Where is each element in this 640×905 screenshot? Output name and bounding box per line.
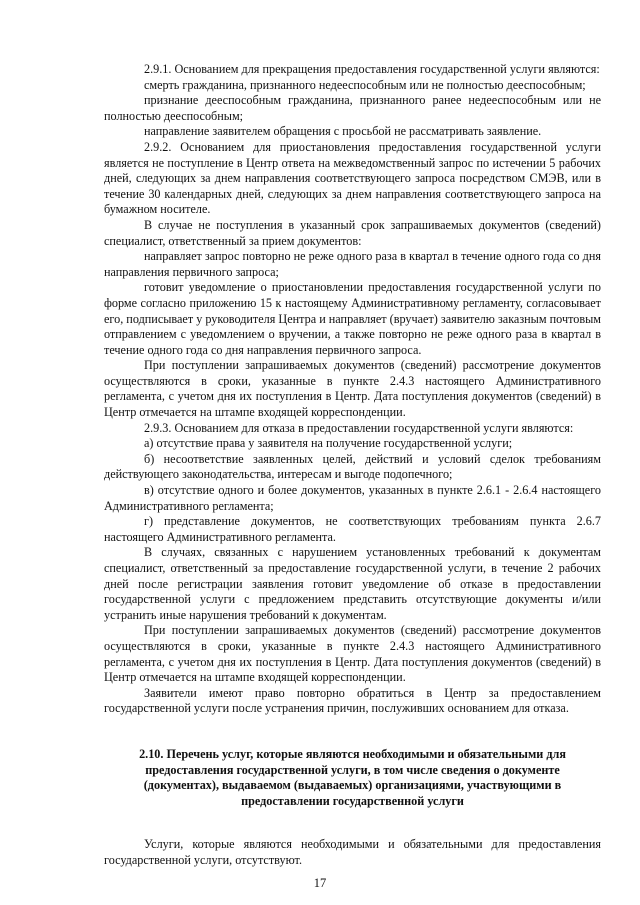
- document-page: [104, 62, 601, 869]
- paragraph-refusal-b: б) несоответствие заявленных целей, действий и условий сделок требованиям действующего законодательства, интересам и выгоде подопечного;: [104, 451, 601, 482]
- paragraph-recognition: признание дееспособным гражданина, признанного ранее недееспособным или не полностью дееспособным;: [104, 93, 601, 123]
- paragraph-refusal-a: а) отсутствие права у заявителя на получение государственной услуги;: [144, 436, 513, 451]
- paragraph-no-response: В случае не поступления в указанный срок запрашиваемых документов (сведений) специалист, ответственный за прием документов:: [104, 217, 601, 248]
- paragraph-2-9-1: 2.9.1. Основанием для прекращения предоставления государственной услуги являются:: [144, 62, 600, 76]
- paragraph-withdrawal: направление заявителем обращения с просьбой не рассматривать заявление.: [144, 124, 542, 139]
- paragraph-refusal-v: в) отсутствие одного и более документов, указанных в пункте 2.6.1 - 2.6.4 настоящего Административного регламента;: [104, 483, 601, 513]
- paragraph-suspension-notice: готовит уведомление о приостановлении предоставления государственной услуги по форме согласно приложению 15 к настоящему Административному регламенту, согласовывает его, подписывает у руководителя Центра и направляет (вручает) заявителю заказным почтовым отправлением с уведомлением о вручении, а также повторно не реже одного раза в квартал в течение одного года со дня направления первичного запроса.: [104, 280, 601, 357]
- paragraph-death: смерть гражданина, признанного недееспособным или не полностью дееспособным;: [144, 77, 586, 92]
- paragraph-documents-received-2: При поступлении запрашиваемых документов (сведений) рассмотрение документов осуществляются в сроки, указанные в пункте 2.4.3 настоящего Административного регламента, с учетом дня их поступления в Центр. Дата поступления документов (сведений) в Центр отмечается на штампе входящей корреспонденции.: [104, 623, 601, 685]
- page-number: 17: [313, 876, 327, 890]
- paragraph-no-services: Услуги, которые являются необходимыми и обязательными для предоставления государственной услуги, отсутствуют.: [104, 837, 601, 867]
- paragraph-2-9-3: 2.9.3. Основанием для отказа в предоставлении государственной услуги являются:: [144, 420, 574, 435]
- paragraph-2-9-2: 2.9.2. Основанием для приостановления предоставления государственной услуги является не поступление в Центр ответа на межведомственный запрос по истечении 5 рабочих дней, следующих за днем направления соответствующего запроса посредством СМЭВ, или в течение 30 календарных дней, следующих за днем направления соответствующего запроса на бумажном носителе.: [104, 139, 601, 217]
- paragraph-reapply: Заявители имеют право повторно обратиться в Центр за предоставлением государственной услуги после устранения причин, послуживших основанием для отказа.: [104, 685, 601, 716]
- paragraph-violations: В случаях, связанных с нарушением установленных требований к документам специалист, ответственный за предоставление государственной услуги, в течение 2 рабочих дней после регистрации заявления готовит уведомление об отказе в предоставлении государственной услуги с предложением представить отсутствующие документы и/или устранить иные нарушения требований к документам.: [104, 545, 601, 622]
- paragraph-documents-received: При поступлении запрашиваемых документов (сведений) рассмотрение документов осуществляются в сроки, указанные в пункте 2.4.3 настоящего Административного регламента, с учетом дня их поступления в Центр. Дата поступления документов (сведений) в Центр отмечается на штампе входящей корреспонденции.: [104, 358, 601, 420]
- paragraph-refusal-g: г) представление документов, не соответствующих требованиям пункта 2.6.7 настоящего Административного регламента.: [104, 514, 601, 544]
- paragraph-repeat-request: направляет запрос повторно не реже одного раза в квартал в течение одного года со дня направления первичного запроса;: [104, 249, 601, 279]
- section-heading-2-10: 2.10. Перечень услуг, которые являются необходимыми и обязательными для предоставления государственной услуги, в том числе сведения о документе (документах), выдаваемом (выдаваемых) организациями, участвующими в предоставлении государственной услуги: [139, 746, 566, 808]
